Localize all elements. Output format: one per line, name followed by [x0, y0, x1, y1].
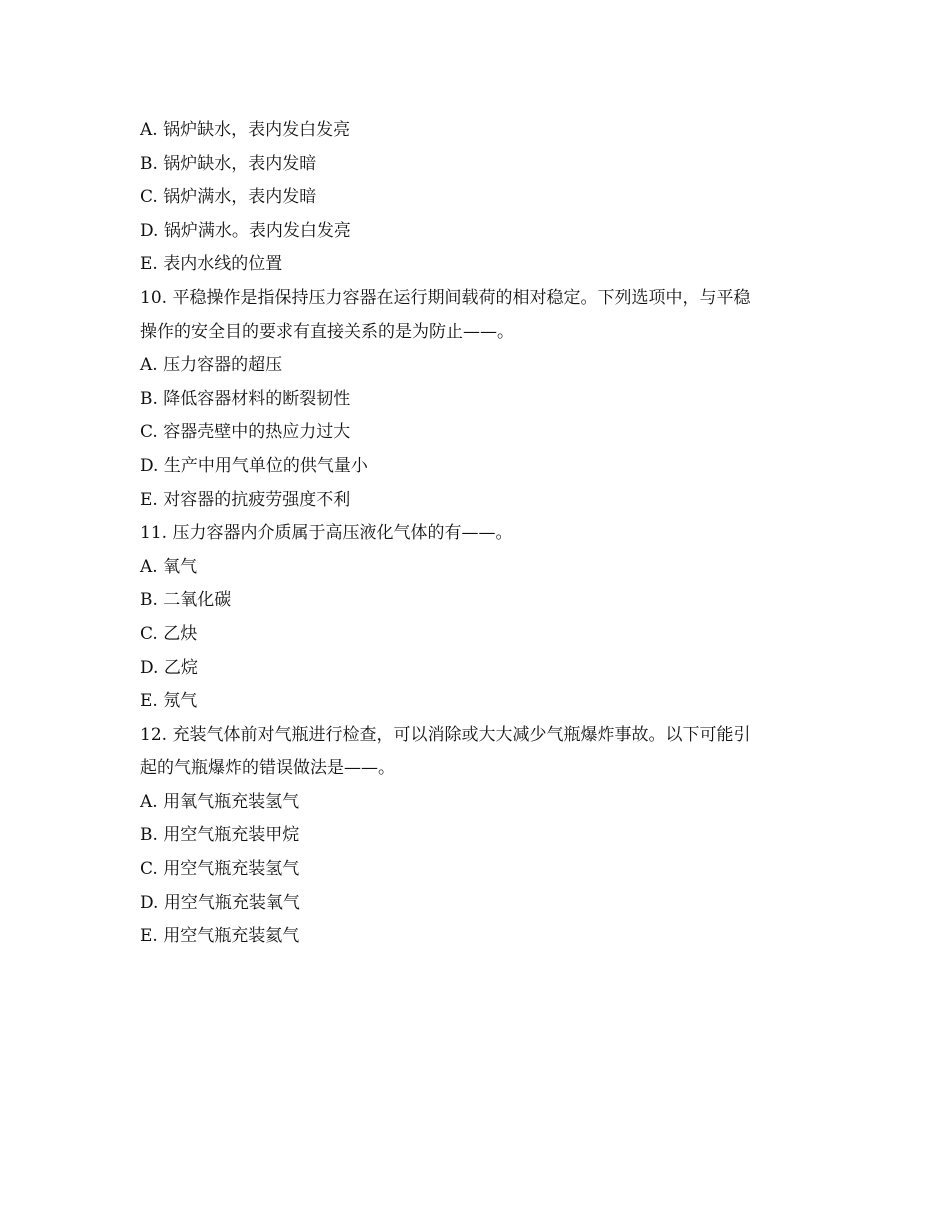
option-c: C. 乙炔 — [140, 623, 198, 644]
question-block-9-options — [140, 114, 820, 282]
question-block-12 — [140, 719, 820, 954]
question-block-10 — [140, 282, 820, 517]
option-b: B. 用空气瓶充装甲烷 — [140, 825, 300, 846]
question-block-11 — [140, 517, 820, 719]
question-text-line-2: 操作的安全目的要求有直接关系的是为防止——。 — [140, 321, 514, 342]
option-d: D. 锅炉满水。表内发白发亮 — [140, 220, 351, 241]
option-e: E. 表内水线的位置 — [140, 254, 283, 275]
option-e: E. 氖气 — [140, 691, 198, 712]
option-a: A. 氧气 — [140, 556, 198, 577]
option-d: D. 生产中用气单位的供气量小 — [140, 455, 368, 476]
question-text-line-1: 10. 平稳操作是指保持压力容器在运行期间载荷的相对稳定。下列选项中，与平稳 — [140, 287, 751, 308]
option-a: A. 锅炉缺水，表内发白发亮 — [140, 120, 351, 140]
option-b: B. 二氧化碳 — [140, 590, 232, 611]
option-b: B. 降低容器材料的断裂韧性 — [140, 388, 351, 409]
question-text-line-2: 起的气瓶爆炸的错误做法是——。 — [140, 758, 395, 779]
option-c: C. 容器壳壁中的热应力过大 — [140, 422, 351, 443]
option-b: B. 锅炉缺水，表内发暗 — [140, 153, 317, 174]
option-d: D. 乙烷 — [140, 657, 198, 678]
option-d: D. 用空气瓶充装氧气 — [140, 892, 300, 913]
option-a: A. 压力容器的超压 — [140, 355, 283, 376]
option-c: C. 锅炉满水，表内发暗 — [140, 187, 317, 208]
document-body — [140, 114, 820, 954]
option-a: A. 用氧气瓶充装氢气 — [140, 791, 300, 812]
question-text-line-1: 11. 压力容器内介质属于高压液化气体的有——。 — [140, 523, 513, 544]
question-text-line-1: 12. 充装气体前对气瓶进行检查，可以消除或大大减少气瓶爆炸事故。以下可能引 — [140, 724, 751, 745]
option-c: C. 用空气瓶充装氢气 — [140, 859, 300, 880]
option-e: E. 用空气瓶充装氦气 — [140, 926, 300, 947]
option-e: E. 对容器的抗疲劳强度不利 — [140, 489, 351, 510]
